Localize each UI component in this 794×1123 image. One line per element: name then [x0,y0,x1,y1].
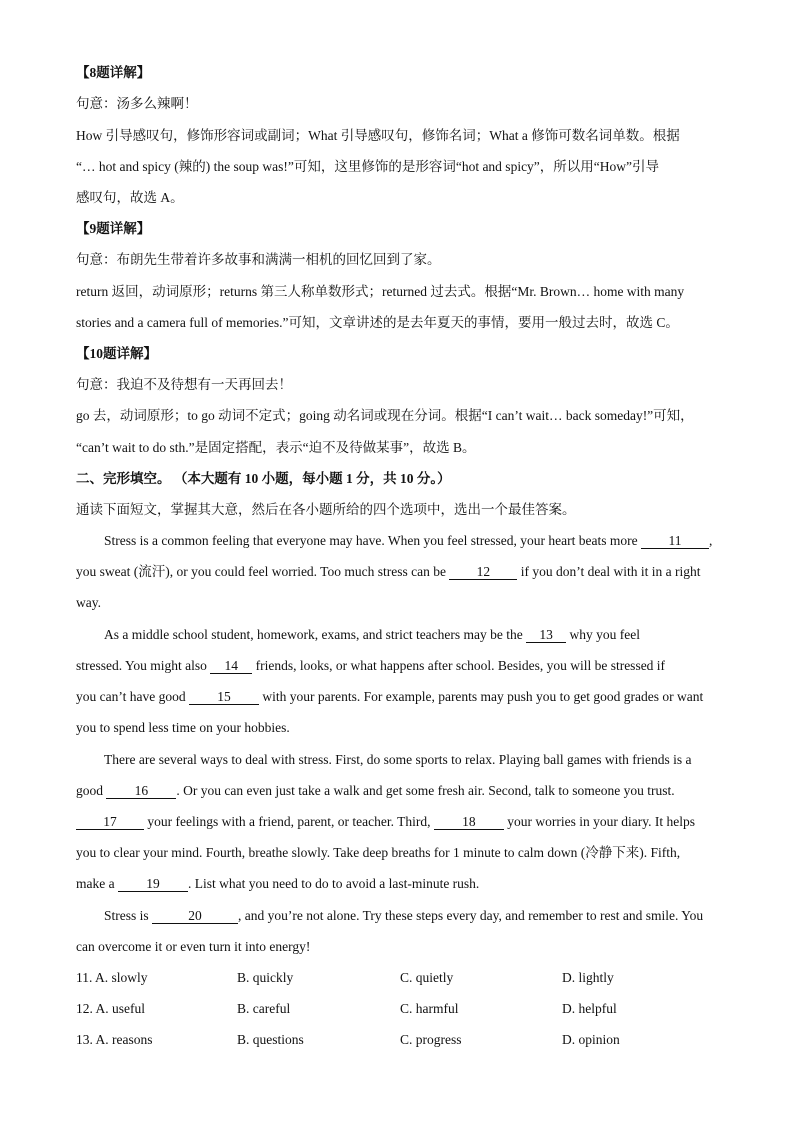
option-12-c: C. harmful [400,1001,459,1016]
passage-text: friends, looks, or what happens after school. Besides, you will be stressed if [252,658,666,673]
passage-text: , and you’re not alone. Try these steps every day, and remember to rest and smile. You [238,908,704,923]
q10-heading: 【10题详解】 [76,346,157,361]
q9-meaning: 句意：布朗先生带着许多故事和满满一相机的回忆回到了家。 [76,252,441,267]
q10-analysis-line-2: “can’t wait to do sth.”是固定搭配，表示“迫不及待做某事”，故选 B。 [76,440,476,455]
passage-text: if you don’t deal with it in a right [517,564,701,579]
blank-12: 12 [449,564,517,580]
q8-heading: 【8题详解】 [76,65,151,80]
passage-p3-line-4: you to clear your mind. Fourth, breathe slowly. Take deep breaths for 1 minute to calm down (冷静下来). Fifth, [76,845,681,860]
passage-p3-line-3 [76,813,726,831]
option-11-d: D. lightly [562,970,614,985]
q10-analysis-line-1: go 去，动词原形；to go 动词不定式；going 动名词或现在分词。根据“I can’t wait… back someday!”可知， [76,408,694,423]
blank-19: 19 [118,876,188,892]
blank-20: 20 [152,908,238,924]
passage-p1-line-2 [76,563,726,581]
section-title: 二、完形填空。 （本大题有 10 小题，每小题 1 分，共 10 分。） [76,471,451,486]
option-13-a: 13. A. reasons [76,1032,153,1047]
blank-11: 11 [641,533,709,549]
passage-p3-line-1: There are several ways to deal with stress. First, do some sports to relax. Playing ball games with friends is a [104,752,692,767]
passage-text: Stress is [104,908,153,923]
passage-text: you sweat (流汗), or you could feel worried. Too much stress can be [76,564,450,579]
passage-p2-line-1 [104,626,724,644]
passage-text: make a [76,876,118,891]
option-11-c: C. quietly [400,970,454,985]
option-13-c: C. progress [400,1032,462,1047]
option-12-a: 12. A. useful [76,1001,145,1016]
passage-p4-line-1 [104,907,724,925]
blank-13: 13 [526,627,566,643]
q8-analysis-line-3: 感叹句，故选 A。 [76,190,184,205]
passage-text: your worries in your diary. It helps [503,814,695,829]
passage-text: with your parents. For example, parents may push you to get good grades or want [258,689,704,704]
q8-analysis-line-2: “… hot and spicy (辣的) the soup was!”可知，这里修饰的是形容词“hot and spicy”，所以用“How”引导 [76,159,660,174]
option-11-b: B. quickly [237,970,294,985]
passage-text: . List what you need to do to avoid a last-minute rush. [187,876,480,891]
passage-text: you can’t have good [76,689,189,704]
blank-15: 15 [189,689,259,705]
passage-text: why you feel [566,627,640,642]
passage-text: stressed. You might also [76,658,211,673]
q10-meaning: 句意：我迫不及待想有一天再回去！ [76,377,292,392]
passage-p3-line-2 [76,782,726,800]
passage-text: . Or you can even just take a walk and get some fresh air. Second, talk to someone you trust. [176,783,675,798]
option-11-a: 11. A. slowly [76,970,148,985]
passage-p2-line-2 [76,657,726,675]
section-instruction: 通读下面短文，掌握其大意，然后在各小题所给的四个选项中，选出一个最佳答案。 [76,502,576,517]
option-13-d: D. opinion [562,1032,620,1047]
option-12-d: D. helpful [562,1001,617,1016]
passage-p1-line-1 [104,532,724,550]
passage-text: As a middle school student, homework, exams, and strict teachers may be the [104,627,527,642]
passage-p3-line-5 [76,875,726,893]
q9-analysis-line-2: stories and a camera full of memories.”可知，文章讲述的是去年夏天的事情，要用一般过去时，故选 C。 [76,315,679,330]
passage-text: Stress is a common feeling that everyone may have. When you feel stressed, your heart beats more [104,533,641,548]
passage-text: , [708,533,713,548]
passage-p2-line-3 [76,688,726,706]
passage-text: your feelings with a friend, parent, or teacher. Third, [144,814,434,829]
option-12-b: B. careful [237,1001,291,1016]
passage-p4-line-2: can overcome it or even turn it into energy! [76,939,311,954]
option-13-b: B. questions [237,1032,304,1047]
blank-18: 18 [434,814,504,830]
blank-17: 17 [76,814,144,830]
blank-16: 16 [106,783,176,799]
passage-p2-line-4: you to spend less time on your hobbies. [76,720,290,735]
q8-meaning: 句意：汤多么辣啊！ [76,96,198,111]
passage-text: good [76,783,107,798]
q9-analysis-line-1: return 返回，动词原形；returns 第三人称单数形式；returned 过去式。根据“Mr. Brown… home with many [76,284,685,299]
passage-p1-line-3: way. [76,595,101,610]
blank-14: 14 [210,658,252,674]
q8-analysis-line-1: How 引导感叹句，修饰形容词或副词；What 引导感叹句，修饰名词；What a 修饰可数名词单数。根据 [76,128,680,143]
q9-heading: 【9题详解】 [76,221,151,236]
